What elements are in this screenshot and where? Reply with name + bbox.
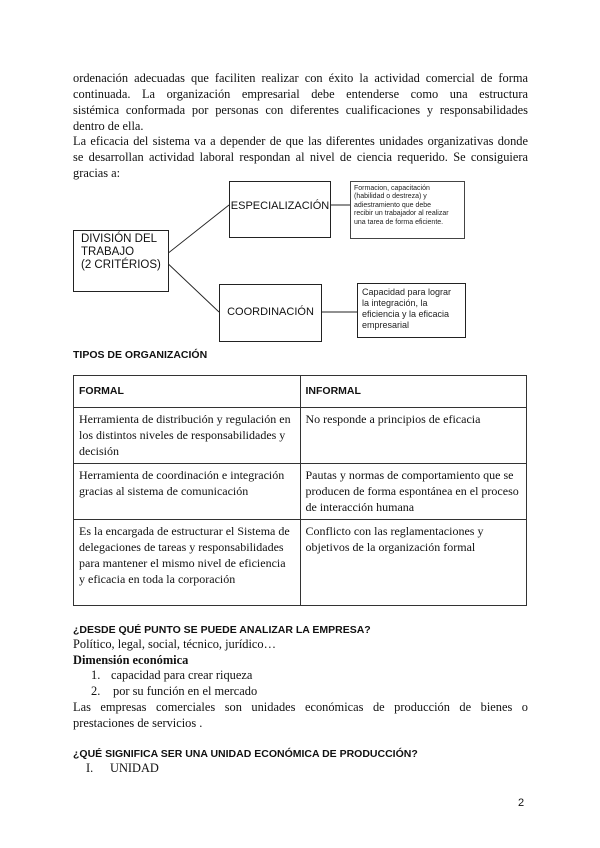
cell-informal-3: Conflicto con las reglamentaciones y objetivos de la organización formal — [300, 520, 527, 606]
section2-item-number: I. — [86, 761, 94, 775]
section1-paragraph-line-1: Las empresas comerciales son unidades económicas de producción de bienes o — [73, 700, 528, 714]
table-row — [74, 408, 527, 464]
spec-note-line-4: recibir un trabajador al realizar — [354, 210, 449, 218]
spec-note-line-1: Formacion, capacitación — [354, 185, 430, 192]
coord-note-line-1: Capacidad para lograr — [362, 287, 452, 297]
section1-line: Político, legal, social, técnico, jurídico… — [73, 637, 277, 651]
root-line-3: (2 CRITÉRIOS) — [81, 259, 161, 271]
spec-note-line-5: una tarea de forma eficiente. — [354, 218, 444, 226]
cell-formal-2: Herramienta de coordinación e integración gracias al sistema de comunicación — [74, 464, 301, 520]
intro-line-7: gracias a: — [73, 166, 121, 180]
connector-spec — [162, 205, 229, 258]
cell-formal-3: Es la encargada de estructurar el Sistema de delegaciones de tareas y responsabilidades para mantener el mismo nivel de eficiencia y eficacia en toda la corporación — [74, 520, 301, 606]
cell-informal-1: No responde a principios de eficacia — [300, 408, 527, 464]
connector-coord — [162, 258, 219, 312]
intro-line-2: continuada. La organización empresarial debe entenderse como una estructura — [73, 87, 528, 101]
spec-note-box — [350, 181, 465, 239]
spec-note-line-3: adiestramiento que debe — [354, 201, 432, 209]
root-line-2: TRABAJO — [81, 246, 135, 258]
header-informal: INFORMAL — [300, 376, 527, 408]
section2-title: ¿QUÉ SIGNIFICA SER UNA UNIDAD ECONÓMICA DE PRODUCCIÓN? — [73, 748, 418, 760]
cell-informal-2: Pautas y normas de comportamiento que se producen de forma espontánea en el proceso de interacción humana — [300, 464, 527, 520]
list-item-number: 2. — [91, 684, 101, 698]
section1-subtitle: Dimensión económica — [73, 653, 189, 667]
root-box — [73, 230, 169, 292]
coord-note-line-4: empresarial — [362, 320, 410, 330]
coord-note-line-2: la integración, la — [362, 298, 428, 308]
cell-formal-1: Herramienta de distribución y regulación en los distintos niveles de responsabilidades y decisión — [74, 408, 301, 464]
table-row — [74, 520, 527, 606]
coord-note-line-3: eficiencia y la eficacia — [362, 309, 450, 319]
root-line-1: DIVISIÓN DEL — [81, 233, 158, 245]
coord-note-box — [357, 283, 466, 338]
table-header-row — [74, 376, 527, 408]
list-item: por su función en el mercado — [113, 684, 258, 698]
header-formal: FORMAL — [74, 376, 301, 408]
intro-line-5: La eficacia del sistema va a depender de que las diferentes unidades organizativas donde — [73, 134, 528, 148]
coord-box: COORDINACIÓN — [219, 284, 322, 342]
intro-line-6: se desarrollan actividad laboral respondan al nivel de ciencia requerido. Se consiguiera — [73, 150, 528, 164]
section2-item: UNIDAD — [110, 761, 159, 775]
intro-line-3: sistémica conformada por personas con diferentes cualificaciones y responsabilidades — [73, 103, 528, 117]
list-item: capacidad para crear riqueza — [111, 668, 253, 682]
page-number: 2 — [518, 797, 525, 809]
table-row — [74, 464, 527, 520]
intro-line-4: dentro de ella. — [73, 119, 144, 133]
intro-line-1: ordenación adecuadas que faciliten realizar con éxito la actividad comercial de forma — [73, 71, 528, 85]
spec-note-line-2: (habilidad o destreza) y — [354, 193, 427, 201]
organization-table — [73, 375, 527, 606]
list-item-number: 1. — [91, 668, 101, 682]
spec-box: ESPECIALIZACIÓN — [229, 181, 331, 238]
tipos-title: TIPOS DE ORGANIZACIÓN — [73, 349, 208, 361]
section1-title: ¿DESDE QUÉ PUNTO SE PUEDE ANALIZAR LA EMPRESA? — [73, 624, 371, 636]
section1-paragraph-line-2: prestaciones de servicios . — [73, 716, 203, 730]
